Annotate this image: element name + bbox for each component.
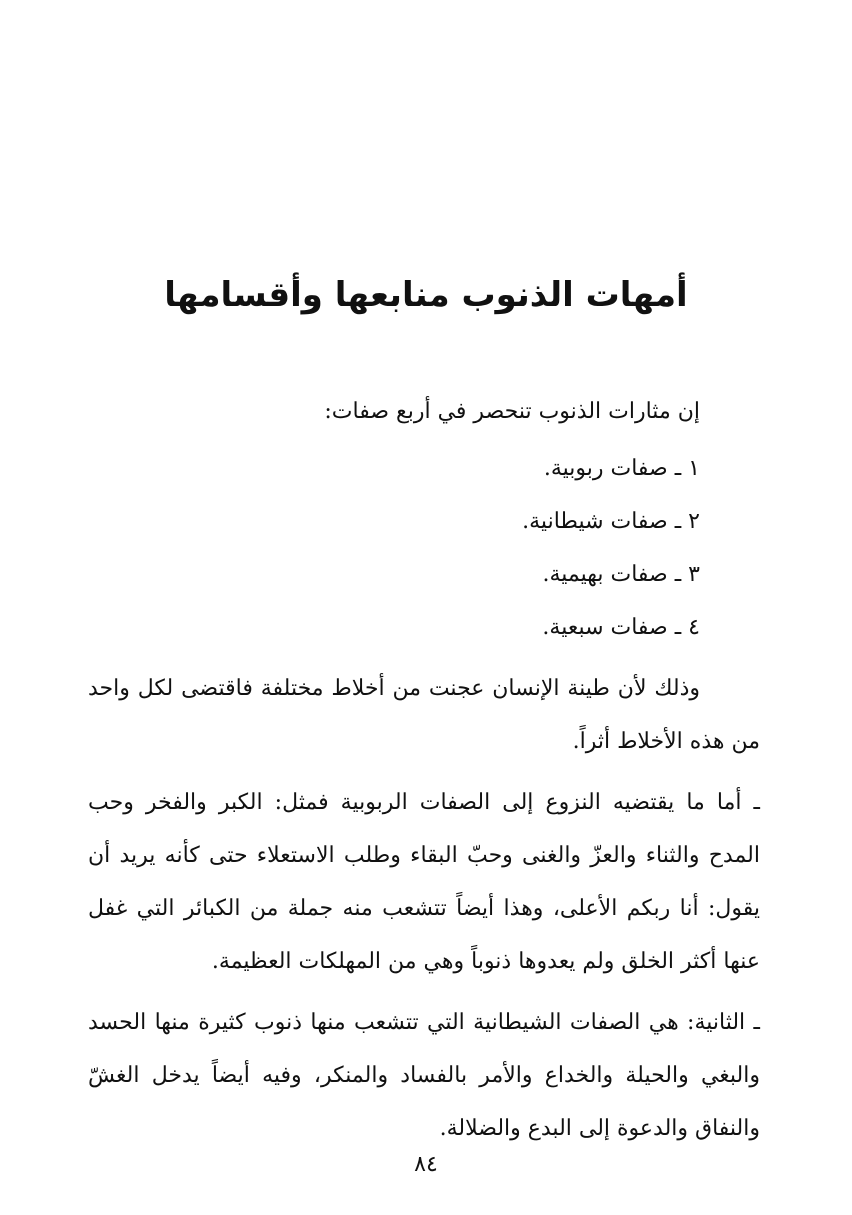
list-item-1: ١ ـ صفات ربوبية. xyxy=(543,456,700,481)
page-number: ٨٤ xyxy=(414,1152,438,1177)
list-item-2: ٢ ـ صفات شيطانية. xyxy=(522,509,700,534)
paragraph-lordly-traits: ـ أما ما يقتضيه النزوع إلى الصفات الربوبية فمثل: الكبر والفخر وحب المدح والثناء والعزّ والغنى وحبّ البقاء وطلب الاستعلاء حتى كأنه يريد أن يقول: أنا ربكم الأعلى، وهذا أيضاً تتشعب منه جملة من الكبائر التي غفل عنها أكثر الخلق ولم يعدوها ذنوباً وهي من المهلكات العظيمة. xyxy=(88,790,760,974)
intro-line: إن مثارات الذنوب تنحصر في أربع صفات: xyxy=(324,399,700,424)
list-item-4: ٤ ـ صفات سبعية. xyxy=(542,615,700,640)
page-body xyxy=(88,385,760,1155)
chapter-title: أمهات الذنوب منابعها وأقسامها xyxy=(164,275,688,315)
list-item-3: ٣ ـ صفات بهيمية. xyxy=(542,562,700,587)
paragraph-satanic-traits: ـ الثانية: هي الصفات الشيطانية التي تتشعب منها ذنوب كثيرة منها الحسد والبغي والحيلة والخداع والأمر بالفساد والمنكر، وفيه أيضاً يدخل الغشّ والنفاق والدعوة إلى البدع والضلالة. xyxy=(88,1010,760,1141)
paragraph-reason: وذلك لأن طينة الإنسان عجنت من أخلاط مختلفة فاقتضى لكل واحد من هذه الأخلاط أثراً. xyxy=(88,676,760,754)
